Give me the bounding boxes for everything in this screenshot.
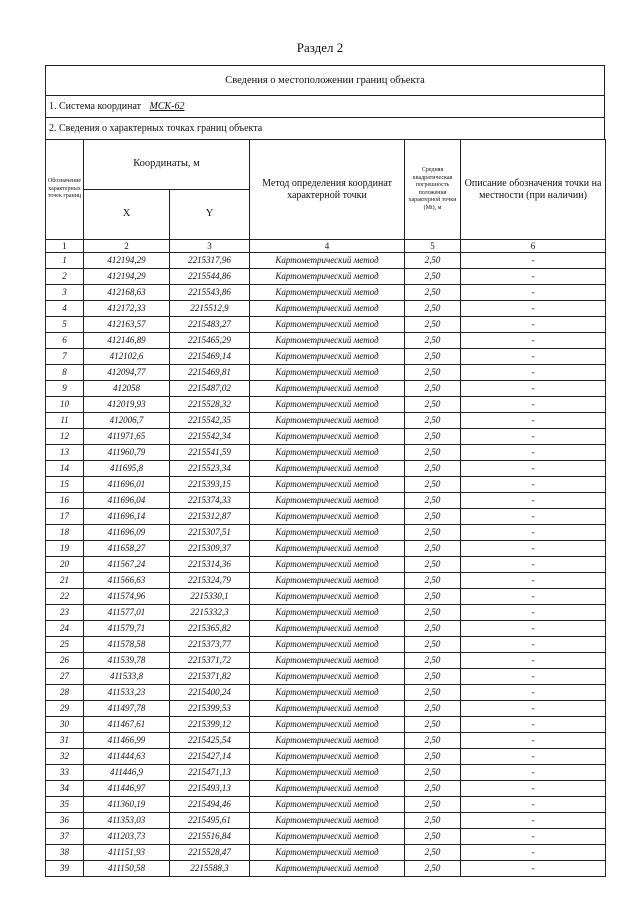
method-cell: Картометрический метод xyxy=(250,589,405,605)
point-number-cell: 32 xyxy=(46,749,84,765)
description-cell: - xyxy=(461,349,606,365)
column-number: 6 xyxy=(461,240,606,253)
y-coordinate-cell: 2215324,79 xyxy=(170,573,250,589)
point-number-cell: 5 xyxy=(46,317,84,333)
x-coordinate-cell: 412102,6 xyxy=(84,349,170,365)
y-coordinate-cell: 2215469,14 xyxy=(170,349,250,365)
table-row xyxy=(46,461,606,477)
column-number-row xyxy=(46,240,606,253)
column-number: 4 xyxy=(250,240,405,253)
point-number-cell: 26 xyxy=(46,653,84,669)
table-row xyxy=(46,285,606,301)
error-cell: 2,50 xyxy=(405,349,461,365)
description-cell: - xyxy=(461,477,606,493)
y-coordinate-cell: 2215483,27 xyxy=(170,317,250,333)
x-coordinate-cell: 411533,8 xyxy=(84,669,170,685)
x-coordinate-cell: 411466,99 xyxy=(84,733,170,749)
error-cell: 2,50 xyxy=(405,429,461,445)
point-number-cell: 23 xyxy=(46,605,84,621)
method-cell: Картометрический метод xyxy=(250,541,405,557)
description-cell: - xyxy=(461,717,606,733)
y-coordinate-cell: 2215399,53 xyxy=(170,701,250,717)
error-cell: 2,50 xyxy=(405,269,461,285)
error-cell: 2,50 xyxy=(405,589,461,605)
x-coordinate-cell: 411658,27 xyxy=(84,541,170,557)
method-cell: Картометрический метод xyxy=(250,653,405,669)
table-row xyxy=(46,477,606,493)
y-coordinate-cell: 2215371,82 xyxy=(170,669,250,685)
x-coordinate-cell: 411696,09 xyxy=(84,525,170,541)
y-coordinate-cell: 2215317,96 xyxy=(170,253,250,269)
error-cell: 2,50 xyxy=(405,381,461,397)
table-row xyxy=(46,253,606,269)
point-number-cell: 9 xyxy=(46,381,84,397)
method-cell: Картометрический метод xyxy=(250,301,405,317)
x-coordinate-cell: 411539,78 xyxy=(84,653,170,669)
x-coordinate-cell: 411353,03 xyxy=(84,813,170,829)
y-coordinate-cell: 2215332,3 xyxy=(170,605,250,621)
y-coordinate-cell: 2215373,77 xyxy=(170,637,250,653)
error-cell: 2,50 xyxy=(405,829,461,845)
table-row xyxy=(46,749,606,765)
point-number-cell: 28 xyxy=(46,685,84,701)
point-number-cell: 12 xyxy=(46,429,84,445)
description-cell: - xyxy=(461,621,606,637)
boundary-sheet xyxy=(45,65,605,877)
table-row xyxy=(46,813,606,829)
description-cell: - xyxy=(461,765,606,781)
table-row xyxy=(46,349,606,365)
method-cell: Картометрический метод xyxy=(250,349,405,365)
error-cell: 2,50 xyxy=(405,845,461,861)
point-number-cell: 21 xyxy=(46,573,84,589)
y-coordinate-cell: 2215371,72 xyxy=(170,653,250,669)
error-cell: 2,50 xyxy=(405,765,461,781)
method-cell: Картометрический метод xyxy=(250,269,405,285)
y-coordinate-cell: 2215512,9 xyxy=(170,301,250,317)
method-cell: Картометрический метод xyxy=(250,797,405,813)
point-number-cell: 31 xyxy=(46,733,84,749)
table-row xyxy=(46,397,606,413)
y-coordinate-cell: 2215314,36 xyxy=(170,557,250,573)
y-coordinate-cell: 2215469,81 xyxy=(170,365,250,381)
error-cell: 2,50 xyxy=(405,605,461,621)
y-coordinate-cell: 2215427,14 xyxy=(170,749,250,765)
header-x: X xyxy=(84,190,170,240)
method-cell: Картометрический метод xyxy=(250,429,405,445)
description-cell: - xyxy=(461,653,606,669)
description-cell: - xyxy=(461,797,606,813)
table-row xyxy=(46,509,606,525)
table-row xyxy=(46,333,606,349)
column-number: 5 xyxy=(405,240,461,253)
table-row xyxy=(46,413,606,429)
y-coordinate-cell: 2215494,46 xyxy=(170,797,250,813)
x-coordinate-cell: 411566,63 xyxy=(84,573,170,589)
x-coordinate-cell: 411567,24 xyxy=(84,557,170,573)
description-cell: - xyxy=(461,573,606,589)
header-description: Описание обозначения точки на местности (при наличии) xyxy=(461,140,606,240)
header-point-label: Обозначение характерных точек границ xyxy=(46,140,84,240)
table-row xyxy=(46,685,606,701)
table-row xyxy=(46,589,606,605)
error-cell: 2,50 xyxy=(405,253,461,269)
point-number-cell: 25 xyxy=(46,637,84,653)
x-coordinate-cell: 411696,04 xyxy=(84,493,170,509)
y-coordinate-cell: 2215495,61 xyxy=(170,813,250,829)
point-number-cell: 4 xyxy=(46,301,84,317)
table-row xyxy=(46,861,606,877)
x-coordinate-cell: 412172,33 xyxy=(84,301,170,317)
x-coordinate-cell: 411467,61 xyxy=(84,717,170,733)
error-cell: 2,50 xyxy=(405,333,461,349)
x-coordinate-cell: 411151,93 xyxy=(84,845,170,861)
method-cell: Картометрический метод xyxy=(250,573,405,589)
x-coordinate-cell: 411695,8 xyxy=(84,461,170,477)
method-cell: Картометрический метод xyxy=(250,445,405,461)
description-cell: - xyxy=(461,445,606,461)
table-row xyxy=(46,701,606,717)
error-cell: 2,50 xyxy=(405,317,461,333)
method-cell: Картометрический метод xyxy=(250,701,405,717)
point-number-cell: 6 xyxy=(46,333,84,349)
table-row xyxy=(46,733,606,749)
table-row xyxy=(46,797,606,813)
error-cell: 2,50 xyxy=(405,285,461,301)
point-number-cell: 22 xyxy=(46,589,84,605)
description-cell: - xyxy=(461,605,606,621)
header-y: Y xyxy=(170,190,250,240)
y-coordinate-cell: 2215542,34 xyxy=(170,429,250,445)
error-cell: 2,50 xyxy=(405,445,461,461)
x-coordinate-cell: 411696,01 xyxy=(84,477,170,493)
method-cell: Картометрический метод xyxy=(250,605,405,621)
point-number-cell: 17 xyxy=(46,509,84,525)
method-cell: Картометрический метод xyxy=(250,317,405,333)
column-number: 1 xyxy=(46,240,84,253)
table-row xyxy=(46,573,606,589)
error-cell: 2,50 xyxy=(405,573,461,589)
x-coordinate-cell: 412194,29 xyxy=(84,269,170,285)
y-coordinate-cell: 2215309,37 xyxy=(170,541,250,557)
description-cell: - xyxy=(461,813,606,829)
point-number-cell: 38 xyxy=(46,845,84,861)
x-coordinate-cell: 412194,29 xyxy=(84,253,170,269)
table-row xyxy=(46,269,606,285)
point-number-cell: 30 xyxy=(46,717,84,733)
point-number-cell: 36 xyxy=(46,813,84,829)
y-coordinate-cell: 2215425,54 xyxy=(170,733,250,749)
description-cell: - xyxy=(461,557,606,573)
point-number-cell: 11 xyxy=(46,413,84,429)
y-coordinate-cell: 2215330,1 xyxy=(170,589,250,605)
x-coordinate-cell: 411579,71 xyxy=(84,621,170,637)
x-coordinate-cell: 411446,9 xyxy=(84,765,170,781)
header-coordinates: Координаты, м xyxy=(84,140,250,190)
y-coordinate-cell: 2215493,13 xyxy=(170,781,250,797)
point-number-cell: 18 xyxy=(46,525,84,541)
y-coordinate-cell: 2215312,87 xyxy=(170,509,250,525)
error-cell: 2,50 xyxy=(405,477,461,493)
table-row xyxy=(46,493,606,509)
method-cell: Картометрический метод xyxy=(250,509,405,525)
description-cell: - xyxy=(461,749,606,765)
x-coordinate-cell: 411971,65 xyxy=(84,429,170,445)
y-coordinate-cell: 2215307,51 xyxy=(170,525,250,541)
error-cell: 2,50 xyxy=(405,413,461,429)
error-cell: 2,50 xyxy=(405,621,461,637)
error-cell: 2,50 xyxy=(405,781,461,797)
method-cell: Картометрический метод xyxy=(250,685,405,701)
x-coordinate-cell: 411203,73 xyxy=(84,829,170,845)
coordinate-system-label: 1. Система координат xyxy=(49,101,142,112)
error-cell: 2,50 xyxy=(405,557,461,573)
error-cell: 2,50 xyxy=(405,701,461,717)
point-number-cell: 19 xyxy=(46,541,84,557)
method-cell: Картометрический метод xyxy=(250,253,405,269)
point-number-cell: 16 xyxy=(46,493,84,509)
description-cell: - xyxy=(461,845,606,861)
point-number-cell: 29 xyxy=(46,701,84,717)
table-row xyxy=(46,525,606,541)
description-cell: - xyxy=(461,333,606,349)
table-row xyxy=(46,653,606,669)
x-coordinate-cell: 411577,01 xyxy=(84,605,170,621)
error-cell: 2,50 xyxy=(405,717,461,733)
method-cell: Картометрический метод xyxy=(250,381,405,397)
point-number-cell: 27 xyxy=(46,669,84,685)
table-row xyxy=(46,717,606,733)
point-number-cell: 10 xyxy=(46,397,84,413)
method-cell: Картометрический метод xyxy=(250,813,405,829)
table-row xyxy=(46,429,606,445)
method-cell: Картометрический метод xyxy=(250,637,405,653)
x-coordinate-cell: 412163,57 xyxy=(84,317,170,333)
y-coordinate-cell: 2215400,24 xyxy=(170,685,250,701)
description-cell: - xyxy=(461,461,606,477)
description-cell: - xyxy=(461,701,606,717)
error-cell: 2,50 xyxy=(405,653,461,669)
y-coordinate-cell: 2215487,02 xyxy=(170,381,250,397)
method-cell: Картометрический метод xyxy=(250,493,405,509)
point-number-cell: 33 xyxy=(46,765,84,781)
method-cell: Картометрический метод xyxy=(250,733,405,749)
point-number-cell: 20 xyxy=(46,557,84,573)
error-cell: 2,50 xyxy=(405,397,461,413)
header-error: Средняя квадратическая погрешность положения характерной точки (Mt), м xyxy=(405,140,461,240)
coordinate-system-line xyxy=(45,95,605,117)
y-coordinate-cell: 2215543,86 xyxy=(170,285,250,301)
y-coordinate-cell: 2215544,86 xyxy=(170,269,250,285)
point-number-cell: 14 xyxy=(46,461,84,477)
error-cell: 2,50 xyxy=(405,509,461,525)
point-number-cell: 35 xyxy=(46,797,84,813)
description-cell: - xyxy=(461,285,606,301)
y-coordinate-cell: 2215393,15 xyxy=(170,477,250,493)
description-cell: - xyxy=(461,429,606,445)
method-cell: Картометрический метод xyxy=(250,333,405,349)
error-cell: 2,50 xyxy=(405,861,461,877)
y-coordinate-cell: 2215588,3 xyxy=(170,861,250,877)
error-cell: 2,50 xyxy=(405,685,461,701)
description-cell: - xyxy=(461,413,606,429)
error-cell: 2,50 xyxy=(405,541,461,557)
y-coordinate-cell: 2215516,84 xyxy=(170,829,250,845)
x-coordinate-cell: 412058 xyxy=(84,381,170,397)
column-number: 3 xyxy=(170,240,250,253)
point-number-cell: 8 xyxy=(46,365,84,381)
method-cell: Картометрический метод xyxy=(250,829,405,845)
table-row xyxy=(46,301,606,317)
table-row xyxy=(46,781,606,797)
method-cell: Картометрический метод xyxy=(250,285,405,301)
x-coordinate-cell: 411578,58 xyxy=(84,637,170,653)
x-coordinate-cell: 411497,78 xyxy=(84,701,170,717)
description-cell: - xyxy=(461,381,606,397)
column-number: 2 xyxy=(84,240,170,253)
point-number-cell: 3 xyxy=(46,285,84,301)
x-coordinate-cell: 411696,14 xyxy=(84,509,170,525)
table-row xyxy=(46,317,606,333)
description-cell: - xyxy=(461,685,606,701)
table-row xyxy=(46,365,606,381)
error-cell: 2,50 xyxy=(405,461,461,477)
table-row xyxy=(46,445,606,461)
point-number-cell: 1 xyxy=(46,253,84,269)
error-cell: 2,50 xyxy=(405,365,461,381)
y-coordinate-cell: 2215374,33 xyxy=(170,493,250,509)
description-cell: - xyxy=(461,365,606,381)
x-coordinate-cell: 412006,7 xyxy=(84,413,170,429)
method-cell: Картометрический метод xyxy=(250,669,405,685)
description-cell: - xyxy=(461,637,606,653)
x-coordinate-cell: 412168,63 xyxy=(84,285,170,301)
method-cell: Картометрический метод xyxy=(250,749,405,765)
description-cell: - xyxy=(461,861,606,877)
table-row xyxy=(46,381,606,397)
method-cell: Картометрический метод xyxy=(250,621,405,637)
method-cell: Картометрический метод xyxy=(250,717,405,733)
description-cell: - xyxy=(461,781,606,797)
x-coordinate-cell: 411360,19 xyxy=(84,797,170,813)
y-coordinate-cell: 2215528,47 xyxy=(170,845,250,861)
y-coordinate-cell: 2215528,32 xyxy=(170,397,250,413)
description-cell: - xyxy=(461,541,606,557)
description-cell: - xyxy=(461,669,606,685)
point-number-cell: 13 xyxy=(46,445,84,461)
error-cell: 2,50 xyxy=(405,733,461,749)
error-cell: 2,50 xyxy=(405,637,461,653)
description-cell: - xyxy=(461,733,606,749)
description-cell: - xyxy=(461,301,606,317)
x-coordinate-cell: 412146,89 xyxy=(84,333,170,349)
y-coordinate-cell: 2215465,29 xyxy=(170,333,250,349)
x-coordinate-cell: 411574,96 xyxy=(84,589,170,605)
points-table xyxy=(45,139,606,877)
description-cell: - xyxy=(461,317,606,333)
table-row xyxy=(46,541,606,557)
description-cell: - xyxy=(461,493,606,509)
method-cell: Картометрический метод xyxy=(250,365,405,381)
y-coordinate-cell: 2215365,82 xyxy=(170,621,250,637)
y-coordinate-cell: 2215523,34 xyxy=(170,461,250,477)
description-cell: - xyxy=(461,589,606,605)
x-coordinate-cell: 412094,77 xyxy=(84,365,170,381)
y-coordinate-cell: 2215399,12 xyxy=(170,717,250,733)
point-number-cell: 37 xyxy=(46,829,84,845)
x-coordinate-cell: 411444,63 xyxy=(84,749,170,765)
x-coordinate-cell: 412019,93 xyxy=(84,397,170,413)
method-cell: Картометрический метод xyxy=(250,557,405,573)
error-cell: 2,50 xyxy=(405,301,461,317)
error-cell: 2,50 xyxy=(405,797,461,813)
description-cell: - xyxy=(461,525,606,541)
table-row xyxy=(46,845,606,861)
method-cell: Картометрический метод xyxy=(250,461,405,477)
section-title: Раздел 2 xyxy=(296,40,344,55)
method-cell: Картометрический метод xyxy=(250,861,405,877)
points-table-body xyxy=(46,253,606,877)
method-cell: Картометрический метод xyxy=(250,845,405,861)
table-row xyxy=(46,605,606,621)
error-cell: 2,50 xyxy=(405,749,461,765)
x-coordinate-cell: 411446,97 xyxy=(84,781,170,797)
point-number-cell: 34 xyxy=(46,781,84,797)
y-coordinate-cell: 2215471,13 xyxy=(170,765,250,781)
method-cell: Картометрический метод xyxy=(250,765,405,781)
point-number-cell: 2 xyxy=(46,269,84,285)
point-number-cell: 7 xyxy=(46,349,84,365)
table-row xyxy=(46,829,606,845)
description-cell: - xyxy=(461,269,606,285)
method-cell: Картометрический метод xyxy=(250,397,405,413)
method-cell: Картометрический метод xyxy=(250,525,405,541)
description-cell: - xyxy=(461,397,606,413)
y-coordinate-cell: 2215541,59 xyxy=(170,445,250,461)
point-number-cell: 15 xyxy=(46,477,84,493)
table-row xyxy=(46,557,606,573)
x-coordinate-cell: 411150,58 xyxy=(84,861,170,877)
description-cell: - xyxy=(461,253,606,269)
header-method: Метод определения координат характерной точки xyxy=(250,140,405,240)
error-cell: 2,50 xyxy=(405,669,461,685)
table-title: Сведения о местоположении границ объекта xyxy=(45,65,605,95)
description-cell: - xyxy=(461,509,606,525)
coordinate-system-value: МСК-62 xyxy=(149,101,185,112)
points-info-line: 2. Сведения о характерных точках границ объекта xyxy=(45,117,605,139)
error-cell: 2,50 xyxy=(405,813,461,829)
table-row xyxy=(46,669,606,685)
error-cell: 2,50 xyxy=(405,493,461,509)
error-cell: 2,50 xyxy=(405,525,461,541)
method-cell: Картометрический метод xyxy=(250,413,405,429)
point-number-cell: 39 xyxy=(46,861,84,877)
x-coordinate-cell: 411533,23 xyxy=(84,685,170,701)
description-cell: - xyxy=(461,829,606,845)
table-row xyxy=(46,765,606,781)
method-cell: Картометрический метод xyxy=(250,781,405,797)
table-row xyxy=(46,621,606,637)
method-cell: Картометрический метод xyxy=(250,477,405,493)
table-row xyxy=(46,637,606,653)
y-coordinate-cell: 2215542,35 xyxy=(170,413,250,429)
x-coordinate-cell: 411960,79 xyxy=(84,445,170,461)
point-number-cell: 24 xyxy=(46,621,84,637)
